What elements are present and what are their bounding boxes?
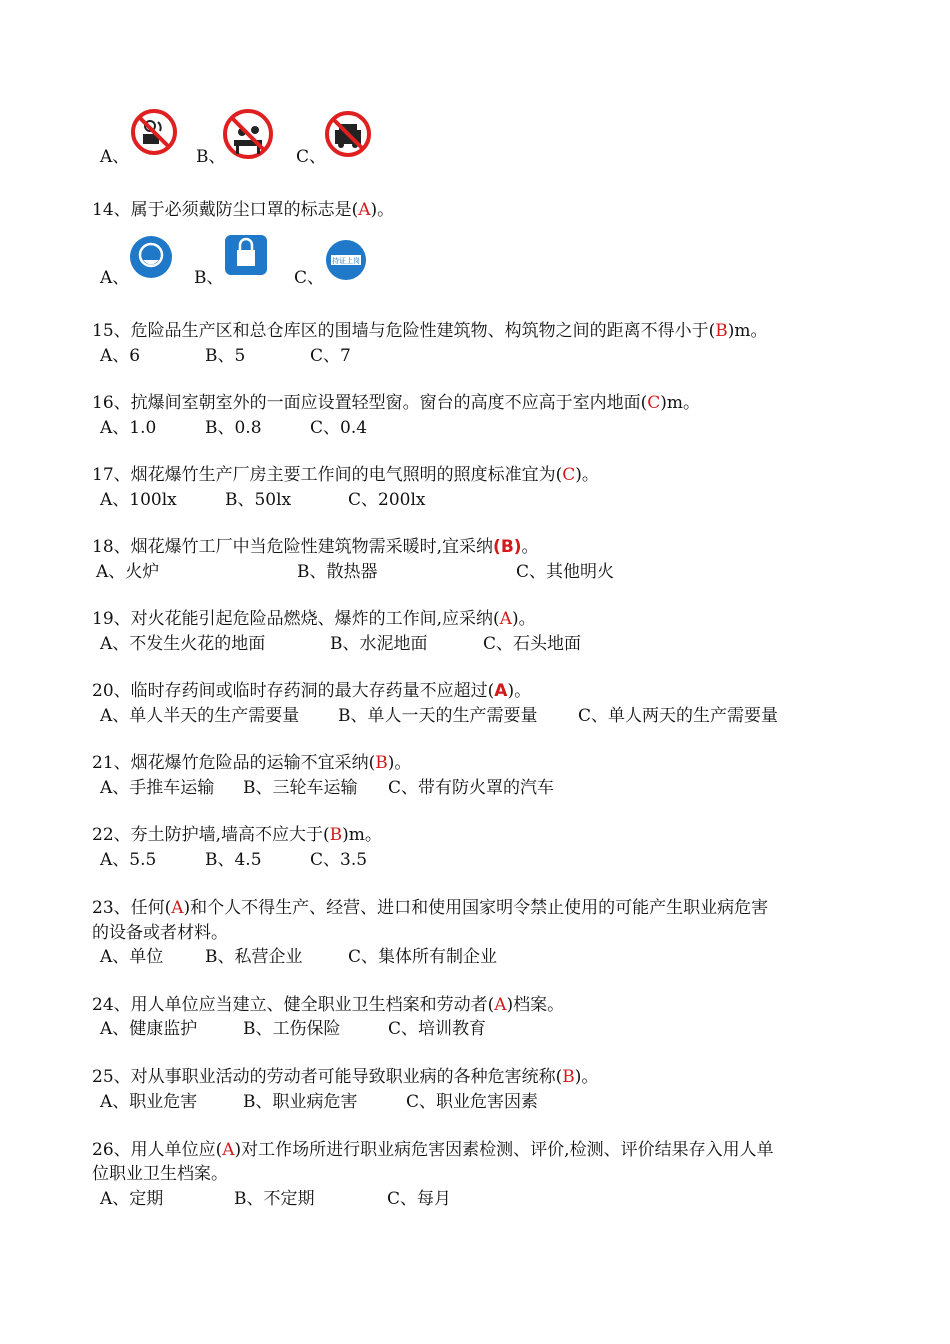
q24-option-a: A、健康监护 [100, 1019, 198, 1039]
answer-22: B [329, 825, 343, 845]
q15-option-a: A、6 [100, 346, 141, 366]
dust-mask-mandatory-sign-icon [128, 234, 174, 280]
answer-19: A [499, 609, 512, 629]
answer-17: C [562, 465, 576, 485]
q13-option-b: B、 [196, 147, 226, 167]
no-smoking-workers-sign-icon [222, 108, 274, 160]
q23-option-b: B、私营企业 [205, 947, 303, 967]
answer-23: A [171, 898, 184, 918]
no-vehicle-entry-sign-icon [324, 110, 372, 158]
q19-option-c: C、石头地面 [483, 634, 582, 654]
q15-option-c: C、7 [310, 346, 351, 366]
q14-option-b: B、 [194, 268, 224, 288]
q21-option-b: B、三轮车运输 [243, 778, 358, 798]
safety-lock-mandatory-sign-icon [222, 232, 270, 278]
question-15: 15、危险品生产区和总仓库区的围墙与危险性建筑物、构筑物之间的距离不得小于(B)m。 [92, 321, 768, 341]
q20-option-c: C、单人两天的生产需要量 [578, 706, 779, 726]
question-19: 19、对火花能引起危险品燃烧、爆炸的工作间,应采纳(A)。 [92, 609, 536, 629]
q26-option-b: B、不定期 [234, 1189, 315, 1209]
q19-option-b: B、水泥地面 [330, 634, 428, 654]
q26-option-a: A、定期 [100, 1189, 164, 1209]
q15-option-b: B、5 [205, 346, 246, 366]
question-14: 14、属于必须戴防尘口罩的标志是(A)。 [92, 200, 395, 220]
question-18: 18、烟花爆竹工厂中当危险性建筑物需采暖时,宜采纳(B)。 [92, 537, 539, 557]
q14-option-a: A、 [100, 268, 130, 288]
answer-26: A [222, 1140, 235, 1160]
question-23: 23、任何(A)和个人不得生产、经营、进口和使用国家明令禁止使用的可能产生职业病危害 [92, 898, 769, 918]
q20-option-b: B、单人一天的生产需要量 [338, 706, 538, 726]
question-20: 20、临时存药间或临时存药洞的最大存药量不应超过(A)。 [92, 681, 532, 701]
q16-option-c: C、0.4 [310, 418, 368, 438]
q22-option-b: B、4.5 [205, 850, 262, 870]
q22-option-c: C、3.5 [310, 850, 368, 870]
q25-option-b: B、职业病危害 [243, 1092, 358, 1112]
no-lighting-fire-sign-icon [130, 108, 178, 156]
answer-16: C [647, 393, 661, 413]
question-24: 24、用人单位应当建立、健全职业卫生档案和劳动者(A)档案。 [92, 995, 565, 1015]
answer-25: B [562, 1067, 575, 1087]
q16-option-b: B、0.8 [205, 418, 262, 438]
question-16: 16、抗爆间室朝室外的一面应设置轻型窗。窗台的高度不应高于室内地面(C)m。 [92, 393, 701, 413]
question-25: 25、对从事职业活动的劳动者可能导致职业病的各种危害统称(B)。 [92, 1067, 599, 1087]
question-26-continued: 位职业卫生档案。 [92, 1164, 228, 1184]
q17-option-c: C、200lx [348, 490, 426, 510]
q18-option-b: B、散热器 [297, 562, 378, 582]
q16-option-a: A、1.0 [100, 418, 157, 438]
certified-work-mandatory-sign-icon [324, 238, 368, 282]
q23-option-a: A、单位 [100, 947, 164, 967]
question-26: 26、用人单位应(A)对工作场所进行职业病危害因素检测、评价,检测、评价结果存入用人单 [92, 1140, 774, 1160]
q18-option-a: A、火炉 [96, 562, 160, 582]
q26-option-c: C、每月 [387, 1189, 452, 1209]
q13-option-c: C、 [296, 147, 327, 167]
answer-20: A [494, 681, 508, 701]
q17-option-a: A、100lx [100, 490, 177, 510]
q25-option-a: A、职业危害 [100, 1092, 198, 1112]
q14-option-c: C、 [294, 268, 325, 288]
q17-option-b: B、50lx [225, 490, 292, 510]
answer-14: A [358, 200, 371, 220]
question-23-continued: 的设备或者材料。 [92, 923, 228, 943]
answer-24: A [494, 995, 507, 1015]
q25-option-c: C、职业危害因素 [406, 1092, 539, 1112]
q24-option-c: C、培训教育 [388, 1019, 487, 1039]
answer-18: (B) [493, 537, 522, 557]
q23-option-c: C、集体所有制企业 [348, 947, 498, 967]
q21-option-a: A、手推车运输 [100, 778, 215, 798]
q21-option-c: C、带有防火罩的汽车 [388, 778, 555, 798]
question-22: 22、夯土防护墙,墙高不应大于(B)m。 [92, 825, 382, 845]
answer-15: B [715, 321, 728, 341]
q19-option-a: A、不发生火花的地面 [100, 634, 266, 654]
answer-21: B [375, 753, 388, 773]
q18-option-c: C、其他明火 [516, 562, 615, 582]
q20-option-a: A、单人半天的生产需要量 [100, 706, 300, 726]
q13-option-a: A、 [100, 147, 130, 167]
sign-label: 持证上岗 [332, 257, 360, 265]
q22-option-a: A、5.5 [100, 850, 157, 870]
q24-option-b: B、工伤保险 [243, 1019, 341, 1039]
question-21: 21、烟花爆竹危险品的运输不宜采纳(B)。 [92, 753, 412, 773]
question-17: 17、烟花爆竹生产厂房主要工作间的电气照明的照度标准宜为(C)。 [92, 465, 599, 485]
